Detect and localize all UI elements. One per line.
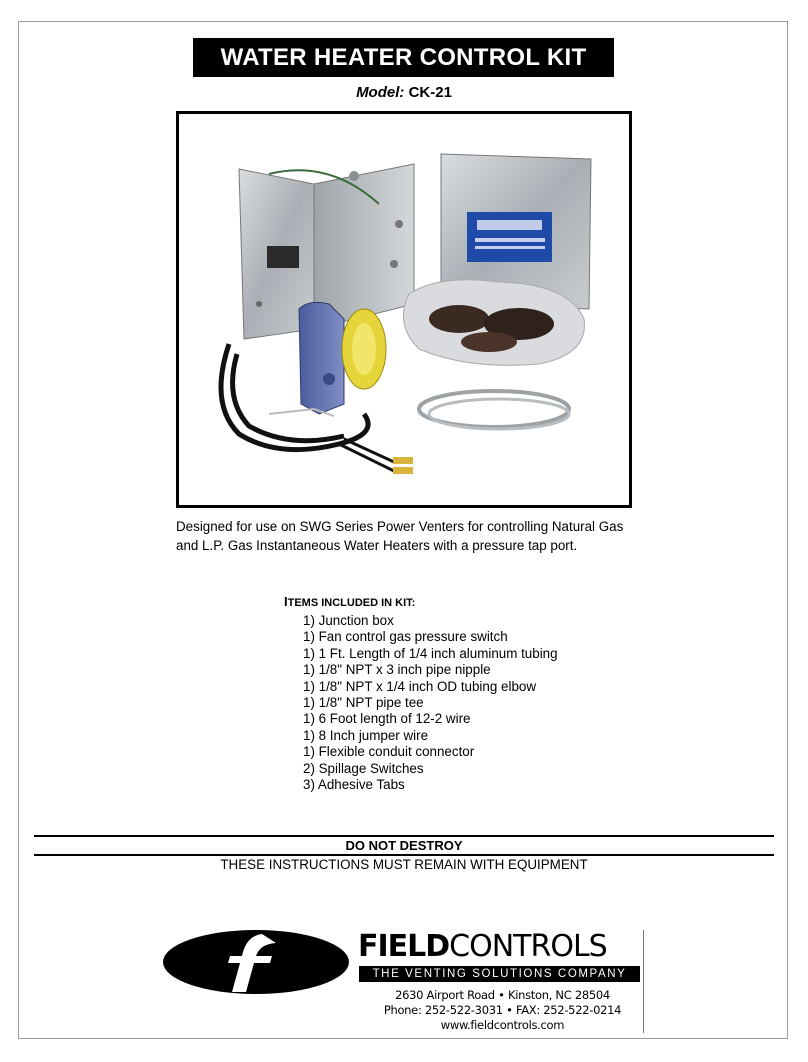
list-item: 1) 1/8" NPT pipe tee	[303, 695, 424, 711]
items-heading	[284, 594, 415, 609]
model-line	[0, 84, 808, 101]
pressure-switch	[299, 302, 386, 414]
model-value: CK-21	[408, 84, 452, 101]
company-address: 2630 Airport Road • Kinston, NC 28504	[395, 988, 610, 1002]
do-not-destroy-heading: DO NOT DESTROY	[345, 838, 463, 853]
company-phone: Phone: 252-522-3031 • FAX: 252-522-0214	[383, 1003, 622, 1017]
items-list	[303, 613, 558, 793]
list-item: 1) Junction box	[303, 613, 394, 628]
instructions-notice: THESE INSTRUCTIONS MUST REMAIN WITH EQUIPMENT	[220, 857, 588, 872]
brand-controls: CONTROLS	[449, 929, 607, 964]
list-item: 1) 1 Ft. Length of 1/4 inch aluminum tubing	[303, 645, 558, 661]
kit-description: Designed for use on SWG Series Power Venters for controlling Natural Gas and L.P. Gas Instantaneous Water Heaters with a pressure tap port.	[176, 519, 624, 553]
company-website: www.fieldcontrols.com	[440, 1018, 565, 1032]
brand-wordmark	[358, 930, 607, 964]
list-item: 1) 6 Foot length of 12-2 wire	[303, 711, 471, 727]
divider-bottom	[34, 854, 774, 856]
document-title: WATER HEATER CONTROL KIT	[193, 38, 614, 77]
divider-top	[34, 835, 774, 837]
list-item: 2) Spillage Switches	[303, 760, 424, 776]
items-heading-initial: I	[284, 594, 288, 609]
list-item: 1) Flexible conduit connector	[303, 744, 475, 760]
list-item: 1) 1/8" NPT x 1/4 inch OD tubing elbow	[303, 678, 537, 694]
field-controls-logo-icon	[160, 926, 355, 1001]
model-label: Model:	[356, 84, 405, 101]
company-contact	[380, 988, 625, 1033]
brand-tagline: THE VENTING SOLUTIONS COMPANY	[359, 966, 640, 982]
brand-field: FIELD	[358, 929, 450, 964]
list-item: 3) Adhesive Tabs	[303, 777, 405, 793]
footer-divider	[643, 930, 644, 1033]
list-item: 1) 8 Inch jumper wire	[303, 727, 429, 743]
product-photo	[176, 111, 632, 508]
items-heading-rest: TEMS INCLUDED IN KIT:	[287, 597, 416, 609]
list-item: 1) 1/8" NPT x 3 inch pipe nipple	[303, 662, 491, 678]
list-item: 1) Fan control gas pressure switch	[303, 629, 508, 645]
aluminum-tubing	[419, 391, 569, 429]
product-photo-illustration	[179, 114, 629, 505]
